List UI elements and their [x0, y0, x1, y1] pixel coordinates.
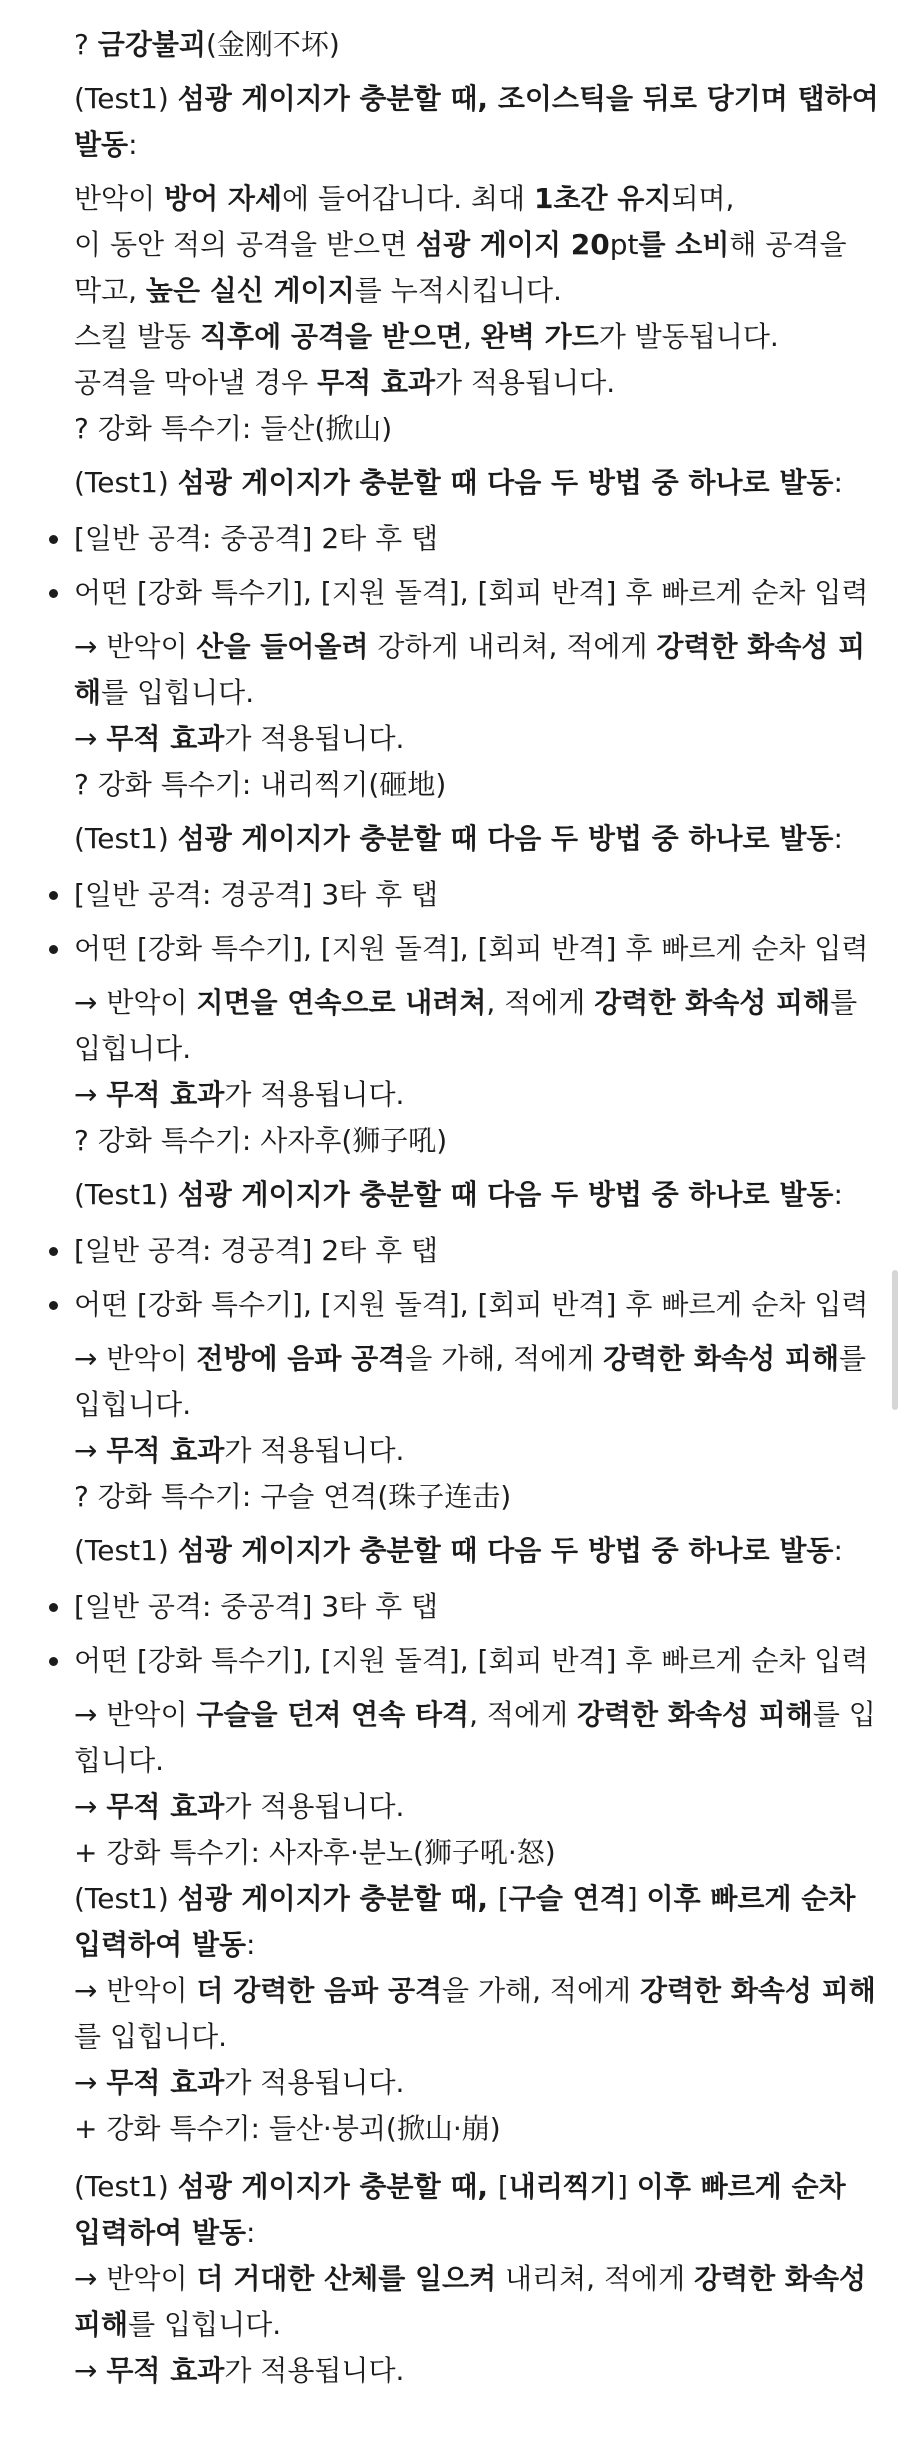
text: 를 입힙니다. [74, 986, 858, 1065]
bold-text: 섬광 게이지 20 [416, 228, 610, 261]
bold-text: 섬광 게이지가 충분할 때, [177, 2170, 498, 2203]
text-line [74, 716, 880, 762]
text: 을 가해, 적에게 [442, 1974, 640, 2007]
text: → 반악이 [74, 1342, 197, 1375]
text-line [74, 816, 880, 862]
text-line [74, 762, 880, 808]
bold-text: 금강불괴 [97, 28, 206, 61]
text: 스킬 발동 [74, 320, 200, 353]
bold-text: 방어 자세 [164, 182, 282, 215]
text: (Test1) [74, 1534, 178, 1567]
bold-text: 강력한 화속성 피해 [594, 986, 831, 1019]
text-line [74, 980, 880, 1072]
text: → [74, 2066, 107, 2099]
text: 를 입힙니다. [74, 2020, 228, 2053]
text: 어떤 [강화 특수기], [지원 돌격], [회피 반격] 후 빠르게 순차 입력 [74, 932, 869, 965]
text-line [74, 460, 880, 506]
bold-text: 무적 효과 [106, 722, 225, 755]
skill-description-document [74, 22, 880, 2394]
text: 를 입힙니다. [74, 1698, 876, 1777]
bullet-list [74, 1228, 880, 1328]
bold-text: 강력한 화속성 피해 [74, 2262, 867, 2341]
bold-text: 구슬을 던져 연속 타격 [196, 1698, 470, 1731]
text: : [246, 2216, 256, 2249]
text: : [833, 1534, 843, 1567]
text-line [74, 76, 880, 168]
text: (金刚不坏) [205, 28, 340, 61]
text: → [74, 2354, 107, 2387]
text: 이 동안 적의 공격을 받으면 [74, 228, 417, 261]
text: 를 입힙니다. [128, 2308, 282, 2341]
text: : [833, 466, 843, 499]
text-line [74, 360, 880, 406]
text: : [128, 128, 138, 161]
text: , [462, 320, 481, 353]
text-line [74, 2164, 880, 2256]
text: 가 적용됩니다. [224, 722, 405, 755]
bold-text: 섬광 게이지가 충분할 때 다음 두 방법 중 하나로 발동 [177, 466, 834, 499]
text: : [833, 1178, 843, 1211]
text: 어떤 [강화 특수기], [지원 돌격], [회피 반격] 후 빠르게 순차 입력 [74, 1288, 869, 1321]
bold-text: 섬광 게이지가 충분할 때 다음 두 방법 중 하나로 발동 [177, 1178, 834, 1211]
text: 공격을 막아낼 경우 [74, 366, 318, 399]
bold-text: 전방에 음파 공격 [196, 1342, 406, 1375]
bold-text: 높은 실신 게이지 [145, 274, 355, 307]
text: 가 적용됩니다. [224, 1434, 405, 1467]
text: 가 적용됩니다. [224, 2354, 405, 2387]
bold-text: 를 소비 [638, 228, 730, 261]
list-item [74, 1584, 880, 1630]
bold-text: 무적 효과 [106, 2354, 225, 2387]
text-line [74, 406, 880, 452]
bold-text: 강력한 화속성 피해 [74, 630, 866, 709]
text-line [74, 1336, 880, 1428]
text-line [74, 1784, 880, 1830]
list-item [74, 570, 880, 616]
text: (Test1) [74, 1178, 178, 1211]
bullet-list [74, 872, 880, 972]
text-line [74, 1876, 880, 1968]
bold-text: 무적 효과 [317, 366, 436, 399]
text: → 반악이 [74, 1974, 197, 2007]
text: [일반 공격: 경공격] 2타 후 탭 [74, 1234, 439, 1267]
bold-text: 섬광 게이지가 충분할 때, 조이스틱을 뒤로 당기며 탭하여 발동 [74, 82, 879, 161]
text-line [74, 1830, 880, 1876]
text-line [74, 1428, 880, 1474]
text: [ [497, 1882, 509, 1915]
text: (Test1) [74, 466, 178, 499]
text: 어떤 [강화 특수기], [지원 돌격], [회피 반격] 후 빠르게 순차 입력 [74, 576, 869, 609]
text: ] [616, 2170, 637, 2203]
bold-text: 1초간 유지 [534, 182, 672, 215]
text: → 반악이 [74, 630, 197, 663]
bold-text: 무적 효과 [106, 1078, 225, 1111]
bold-text: 강력한 화속성 피해 [639, 1974, 876, 2007]
bold-text: 섬광 게이지가 충분할 때 다음 두 방법 중 하나로 발동 [177, 1534, 834, 1567]
text-line [74, 2256, 880, 2348]
bold-text: 지면을 연속으로 내려쳐 [196, 986, 487, 1019]
text-line [74, 314, 880, 360]
text-line [74, 222, 880, 314]
bold-text: 더 거대한 산체를 일으켜 [196, 2262, 497, 2295]
bold-text: 내리찍기 [508, 2170, 617, 2203]
text-line [74, 1968, 880, 2060]
text: 내리쳐, 적에게 [496, 2262, 695, 2295]
list-item [74, 1228, 880, 1274]
bold-text: 이후 빠르게 순차 입력하여 발동 [74, 2170, 846, 2249]
text-line [74, 1072, 880, 1118]
text-line [74, 2060, 880, 2106]
text: ? 강화 특수기: 구슬 연격(珠子连击) [74, 1480, 512, 1513]
text: (Test1) [74, 82, 178, 115]
text-line [74, 1172, 880, 1218]
text: : [246, 1928, 256, 1961]
text: [일반 공격: 중공격] 2타 후 탭 [74, 522, 439, 555]
text-line [74, 2106, 880, 2152]
text-line [74, 624, 880, 716]
text: : [833, 822, 843, 855]
text: (Test1) [74, 2170, 178, 2203]
text: , 적에게 [486, 986, 595, 1019]
list-item [74, 516, 880, 562]
text: 를 입힙니다. [101, 676, 255, 709]
text-line [74, 1474, 880, 1520]
bold-text: 무적 효과 [106, 1434, 225, 1467]
text: 해 공격을 막고, [74, 228, 847, 307]
text-line [74, 2348, 880, 2394]
text: pt [609, 228, 639, 261]
text: [ [497, 2170, 509, 2203]
bold-text: 무적 효과 [106, 2066, 225, 2099]
text: (Test1) [74, 822, 178, 855]
text: → 반악이 [74, 986, 197, 1019]
text-line [74, 1528, 880, 1574]
text: 반악이 [74, 182, 165, 215]
text: → 반악이 [74, 1698, 197, 1731]
text: ? [74, 28, 98, 61]
text: 가 적용됩니다. [224, 1790, 405, 1823]
text: 가 적용됩니다. [224, 2066, 405, 2099]
text: 를 입힙니다. [74, 1342, 867, 1421]
text: 가 적용됩니다. [435, 366, 616, 399]
list-item [74, 1638, 880, 1684]
text: + 강화 특수기: 들산·붕괴(掀山·崩) [74, 2112, 501, 2145]
bullet-list [74, 516, 880, 616]
text: 에 들어갑니다. 최대 [282, 182, 534, 215]
bullet-list [74, 1584, 880, 1684]
text: ? 강화 특수기: 사자후(狮子吼) [74, 1124, 448, 1157]
bold-text: 직후에 공격을 받으면 [200, 320, 463, 353]
bold-text: 섬광 게이지가 충분할 때 다음 두 방법 중 하나로 발동 [177, 822, 834, 855]
text: ? 강화 특수기: 들산(掀山) [74, 412, 393, 445]
text: [일반 공격: 중공격] 3타 후 탭 [74, 1590, 439, 1623]
bold-text: 이후 빠르게 순차 입력하여 발동 [74, 1882, 856, 1961]
bold-text: 무적 효과 [106, 1790, 225, 1823]
text: ] [626, 1882, 647, 1915]
list-item [74, 926, 880, 972]
text-line [74, 1692, 880, 1784]
bold-text: 강력한 화속성 피해 [603, 1342, 840, 1375]
bold-text: 완벽 가드 [480, 320, 599, 353]
bold-text: 더 강력한 음파 공격 [196, 1974, 443, 2007]
list-item [74, 872, 880, 918]
text: (Test1) [74, 1882, 178, 1915]
text: 되며, [671, 182, 735, 215]
text: 를 누적시킵니다. [354, 274, 562, 307]
text: → [74, 1078, 107, 1111]
text: → [74, 1434, 107, 1467]
text-line [74, 22, 880, 68]
text: ? 강화 특수기: 내리찍기(砸地) [74, 768, 447, 801]
bold-text: 구슬 연격 [508, 1882, 627, 1915]
text: → [74, 722, 107, 755]
text: , 적에게 [469, 1698, 577, 1731]
bold-text: 강력한 화속성 피해 [576, 1698, 813, 1731]
bold-text: 산을 들어올려 [196, 630, 369, 663]
text-line [74, 176, 880, 222]
text: → 반악이 [74, 2262, 197, 2295]
text-line [74, 1118, 880, 1164]
text: → [74, 1790, 107, 1823]
text: 가 발동됩니다. [598, 320, 779, 353]
list-item [74, 1282, 880, 1328]
scrollbar-thumb[interactable] [892, 1270, 898, 1410]
text: 을 가해, 적에게 [405, 1342, 604, 1375]
text: + 강화 특수기: 사자후·분노(狮子吼·怒) [74, 1836, 556, 1869]
text: [일반 공격: 경공격] 3타 후 탭 [74, 878, 439, 911]
text: 어떤 [강화 특수기], [지원 돌격], [회피 반격] 후 빠르게 순차 입력 [74, 1644, 869, 1677]
bold-text: 섬광 게이지가 충분할 때, [177, 1882, 498, 1915]
text: 가 적용됩니다. [224, 1078, 405, 1111]
text: 강하게 내리쳐, 적에게 [368, 630, 657, 663]
